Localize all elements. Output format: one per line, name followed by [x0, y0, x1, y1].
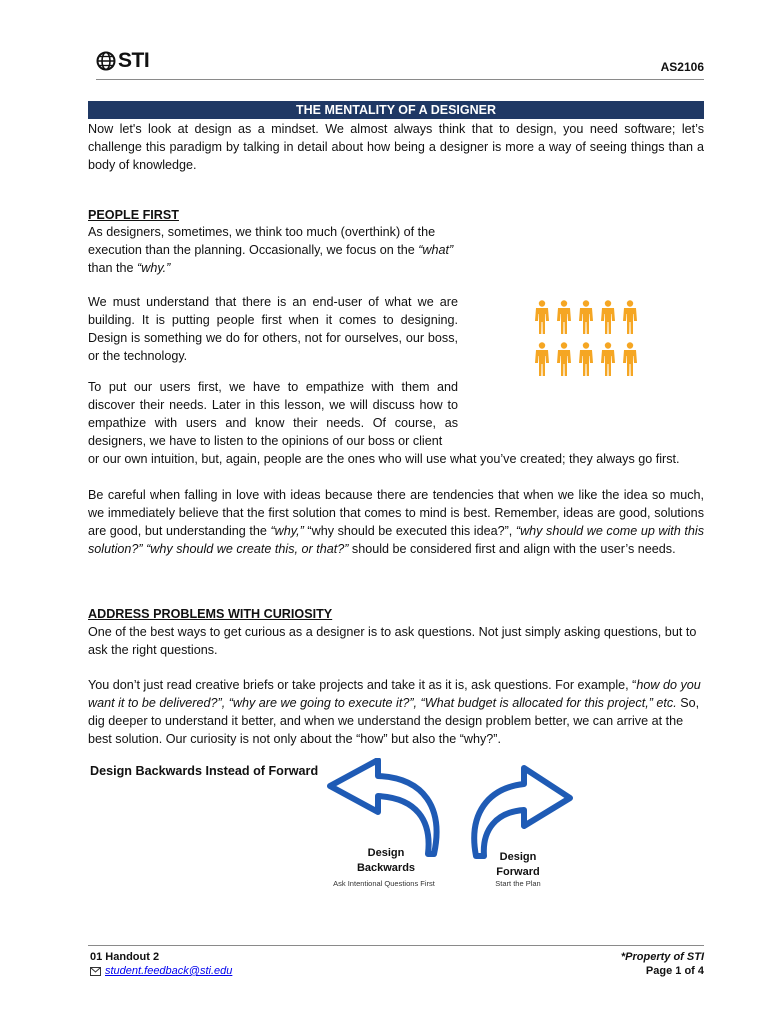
globe-icon [96, 51, 116, 71]
section-title: THE MENTALITY OF A DESIGNER [88, 101, 704, 119]
people-first-paragraph-2: We must understand that there is an end-user of what we are building. It is putting people first when it comes to designing. Design is something we do for others, not for ourselves, our boss, or the technology. [88, 295, 458, 363]
footer-email [90, 964, 232, 978]
people-group-icon [530, 296, 642, 380]
design-backwards-subheading: Design Backwards Instead of Forward [90, 764, 319, 778]
design-forward-caption: Start the Plan [495, 879, 541, 888]
page-number: Page 1 of 4 [645, 965, 704, 977]
arrow-right-icon [474, 768, 570, 856]
document-code: AS2106 [660, 60, 704, 74]
design-direction-figure [320, 758, 584, 896]
design-backwards-caption: Ask Intentional Questions First [333, 879, 435, 888]
property-notice: *Property of STI [620, 951, 704, 963]
sti-logo [96, 46, 149, 76]
page-header [96, 46, 704, 86]
people-first-paragraph-3-continued: or our own intuition, but, again, people are the ones who will use what you’ve created; they always go first. [88, 452, 680, 466]
footer-handout-label: 01 Handout 2 [90, 951, 160, 963]
design-backwards-title-1: Design [367, 847, 405, 859]
design-forward-title-2: Forward [496, 866, 540, 878]
people-first-paragraph-3: To put our users first, we have to empathize with them and discover their needs. Later in this lesson, we will discuss how to empathize with users and know their needs. Of course, as designers, we have to listen to the opinions of our boss or client [88, 380, 458, 448]
people-first-paragraph-1: As designers, sometimes, we think too much (overthink) of the execution than the planning. Occasionally, we focus on the “what” than the “why.” [88, 225, 454, 275]
header-divider [96, 79, 704, 80]
curiosity-paragraph-2: You don’t just read creative briefs or take projects and take it as it is, ask questions. For example, “how do you want it to be delivered?”, “why are we going to execute it?”, “What budget is allocated for this project,” etc. So, dig deeper to understand it better, and when we understand the design problem better, we can arrive at the best solution. Our curiosity is not only about the “how” but also the “why?”. [88, 678, 701, 746]
people-first-heading: PEOPLE FIRST [88, 208, 179, 222]
people-first-paragraph-4: Be careful when falling in love with ideas because there are tendencies that when we like the idea so much, we immediately believe that the first solution that comes to mind is best. Remember, ideas are good, solutions are good, but understanding the “why,” “why should be executed this idea?”, “why should we come up with this solution?” “why should we create this, or that?” should be considered first and align with the user’s needs. [88, 488, 704, 556]
footer-divider [88, 945, 704, 946]
design-backwards-title-2: Backwards [356, 862, 416, 874]
curiosity-heading: ADDRESS PROBLEMS WITH CURIOSITY [88, 607, 333, 621]
footer-right [621, 950, 704, 978]
logo-text: STI [118, 49, 150, 72]
design-forward-title-1: Design [499, 851, 537, 863]
intro-paragraph: Now let's look at design as a mindset. We almost always think that to design, you need software; let’s challenge this paradigm by talking in detail about how being a designer is more a way of seeing things than a body of knowledge. [88, 122, 704, 172]
mail-icon [90, 967, 101, 976]
arrow-left-icon [330, 760, 437, 854]
feedback-email-link[interactable]: student.feedback@sti.edu [105, 965, 233, 977]
curiosity-paragraph-1: One of the best ways to get curious as a designer is to ask questions. Not just simply asking questions, but to ask the right questions. [88, 625, 697, 657]
